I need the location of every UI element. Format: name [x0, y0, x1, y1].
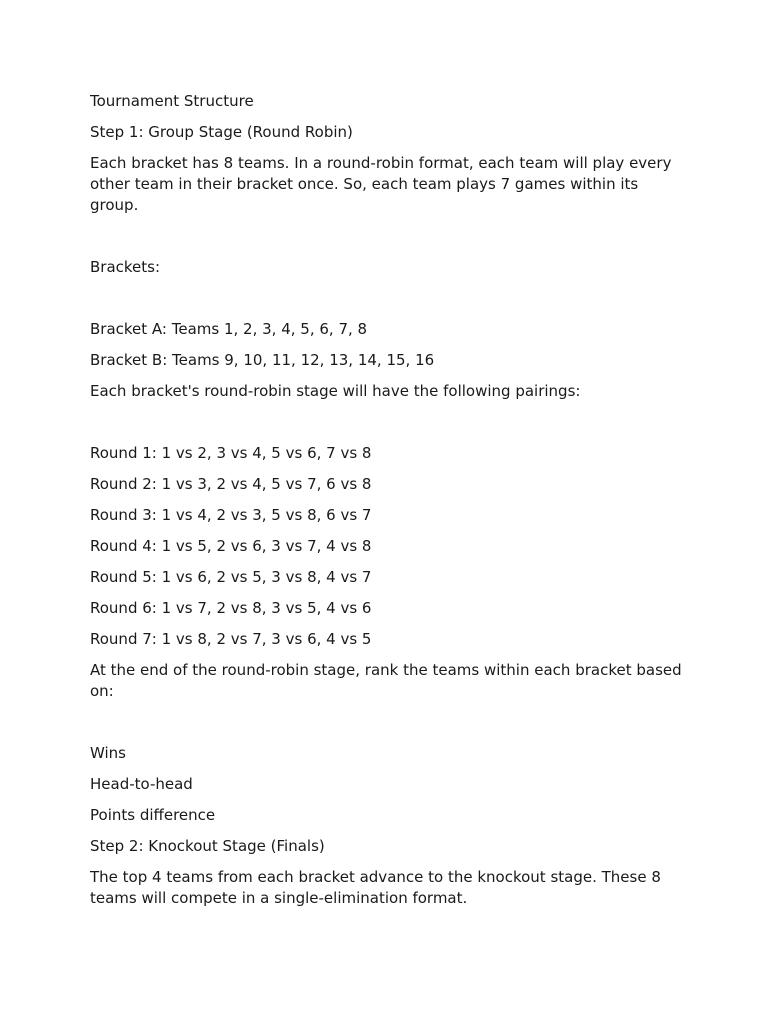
round-line: Round 3: 1 vs 4, 2 vs 3, 5 vs 8, 6 vs 7 — [90, 506, 372, 524]
pairings-intro: Each bracket's round-robin stage will have the following pairings: — [90, 382, 581, 400]
ranking-criterion: Head-to-head — [90, 775, 193, 793]
round-line: Round 7: 1 vs 8, 2 vs 7, 3 vs 6, 4 vs 5 — [90, 630, 372, 648]
ranking-criterion: Points difference — [90, 806, 216, 824]
blank-line — [90, 412, 690, 433]
step2-intro-paragraph: The top 4 teams from each bracket advance to the knockout stage. These 8 teams will compete in a single-elimination format. — [90, 868, 661, 907]
round-line: Round 1: 1 vs 2, 3 vs 4, 5 vs 6, 7 vs 8 — [90, 444, 372, 462]
bracket-a-line: Bracket A: Teams 1, 2, 3, 4, 5, 6, 7, 8 — [90, 320, 368, 338]
document-title: Tournament Structure — [90, 92, 254, 110]
blank-line — [90, 288, 690, 309]
round-line: Round 5: 1 vs 6, 2 vs 5, 3 vs 8, 4 vs 7 — [90, 568, 372, 586]
ranking-intro: At the end of the round-robin stage, rank the teams within each bracket based on: — [90, 661, 682, 700]
round-line: Round 2: 1 vs 3, 2 vs 4, 5 vs 7, 6 vs 8 — [90, 475, 372, 493]
round-line: Round 6: 1 vs 7, 2 vs 8, 3 vs 5, 4 vs 6 — [90, 599, 372, 617]
step2-heading: Step 2: Knockout Stage (Finals) — [90, 837, 325, 855]
document-body — [90, 91, 690, 919]
step1-intro-paragraph: Each bracket has 8 teams. In a round-robin format, each team will play every other team in their bracket once. So, each team plays 7 games within its group. — [90, 154, 672, 214]
blank-line — [90, 226, 690, 247]
ranking-criterion: Wins — [90, 744, 126, 762]
step1-heading: Step 1: Group Stage (Round Robin) — [90, 123, 353, 141]
round-line: Round 4: 1 vs 5, 2 vs 6, 3 vs 7, 4 vs 8 — [90, 537, 372, 555]
bracket-b-line: Bracket B: Teams 9, 10, 11, 12, 13, 14, 15, 16 — [90, 351, 435, 369]
brackets-label: Brackets: — [90, 258, 161, 276]
blank-line — [90, 712, 690, 733]
